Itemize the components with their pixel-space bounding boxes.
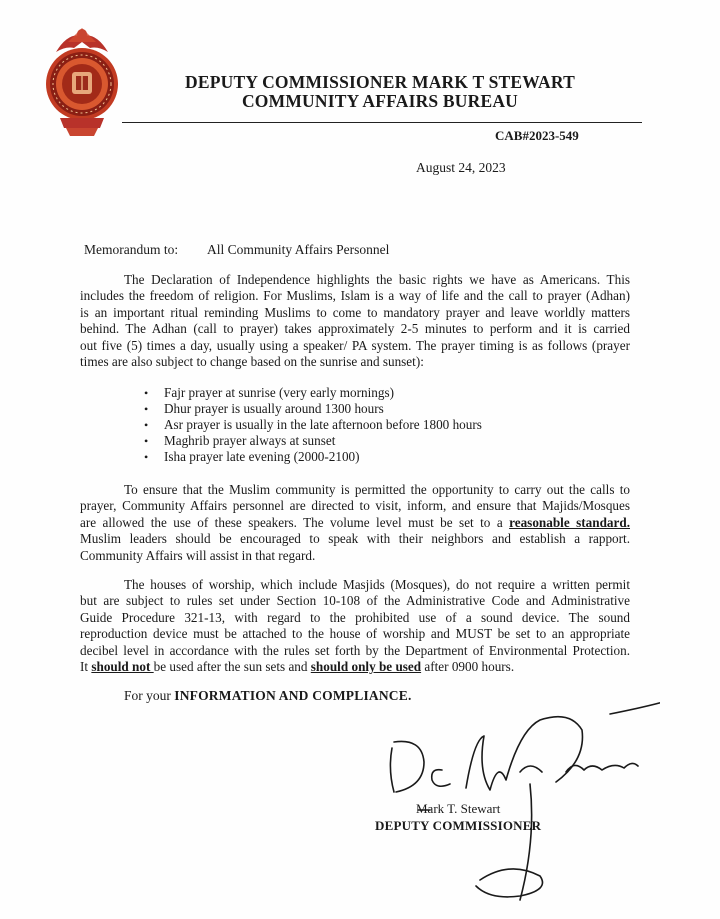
paragraph-permit [80, 577, 630, 675]
text-segment: after 0900 hours. [421, 659, 515, 675]
reference-number: CAB#2023-549 [495, 128, 579, 143]
text-line: prayer, Community Affairs personnel are directed to visit, inform, and ensure that Majids/Mosques [80, 498, 630, 514]
text-line: behind. The Adhan (call to prayer) takes approximately 2-5 minutes to perform and it is carried [80, 321, 630, 337]
closing-emphasis: INFORMATION AND COMPLIANCE. [174, 688, 412, 703]
text-line: times are also subject to change based on the sunrise and sunset): [80, 354, 424, 370]
memo-date: August 24, 2023 [416, 160, 506, 175]
handwritten-signature [370, 700, 660, 919]
list-item: • Isha prayer late evening (2000-2100) [148, 449, 482, 465]
text-line: The Declaration of Independence highlights the basic rights we have as Americans. This [124, 272, 630, 287]
text-segment: be used after the sun sets and [153, 659, 311, 675]
text-line: reproduction device must be attached to the house of worship and MUST be set to an appropriate [80, 626, 630, 642]
header-subtitle: COMMUNITY AFFAIRS BUREAU [241, 91, 519, 111]
text-line: out five (5) times a day, usually using a speaker/ PA system. The prayer timing is as follows (prayer [80, 337, 630, 353]
paragraph-directive [80, 482, 630, 564]
text-line: Muslim leaders should be encouraged to speak with their neighbors and establish a rapport. [80, 531, 630, 547]
signatory-title: DEPUTY COMMISSIONER [375, 818, 542, 833]
text-segment: It [80, 659, 92, 675]
text-line: To ensure that the Muslim community is permitted the opportunity to carry out the calls to [124, 482, 630, 497]
emphasis-text: reasonable standard. [509, 514, 630, 530]
text-line: but are subject to rules set under Section 10-108 of the Administrative Code and Administrative [80, 593, 630, 609]
memo-to-label: Memorandum to: [84, 242, 179, 257]
list-item: • Dhur prayer is usually around 1300 hours [148, 401, 482, 417]
header-divider [122, 122, 642, 123]
text-line: is an important ritual reminding Muslims to come to mandatory prayer and leave worldly matters [80, 304, 630, 320]
text-segment: For your [124, 688, 175, 703]
text-segment: are allowed the use of these speakers. The volume level must be set to a [80, 514, 510, 530]
emphasis-text: should not [91, 659, 154, 675]
text-line: The houses of worship, which include Masjids (Mosques), do not require a written permit [124, 577, 630, 592]
emphasis-text: should only be used [310, 659, 422, 675]
text-line: includes the freedom of religion. For Muslims, Islam is a way of life and the call to prayer (Adhan) [80, 288, 630, 304]
text-line: decibel level in accordance with the rules set forth by the Department of Environmental Protection. [80, 642, 630, 658]
text-line: Community Affairs will assist in that regard. [80, 547, 316, 563]
memo-recipient: All Community Affairs Personnel [207, 242, 390, 257]
list-item: • Fajr prayer at sunrise (very early mornings) [148, 385, 482, 401]
prayer-times-list [148, 385, 482, 465]
header-title: DEPUTY COMMISSIONER MARK T STEWART [185, 72, 575, 92]
signatory-name: Mark T. Stewart [416, 801, 501, 816]
list-item: • Maghrib prayer always at sunset [148, 433, 482, 449]
closing-line [124, 688, 412, 704]
text-line [80, 515, 630, 531]
text-line [80, 659, 630, 675]
paragraph-intro [80, 272, 630, 370]
text-line: Guide Procedure 321-13, with regard to the prohibited use of a sound device. The sound [80, 609, 630, 625]
list-item: • Asr prayer is usually in the late afternoon before 1800 hours [148, 417, 482, 433]
